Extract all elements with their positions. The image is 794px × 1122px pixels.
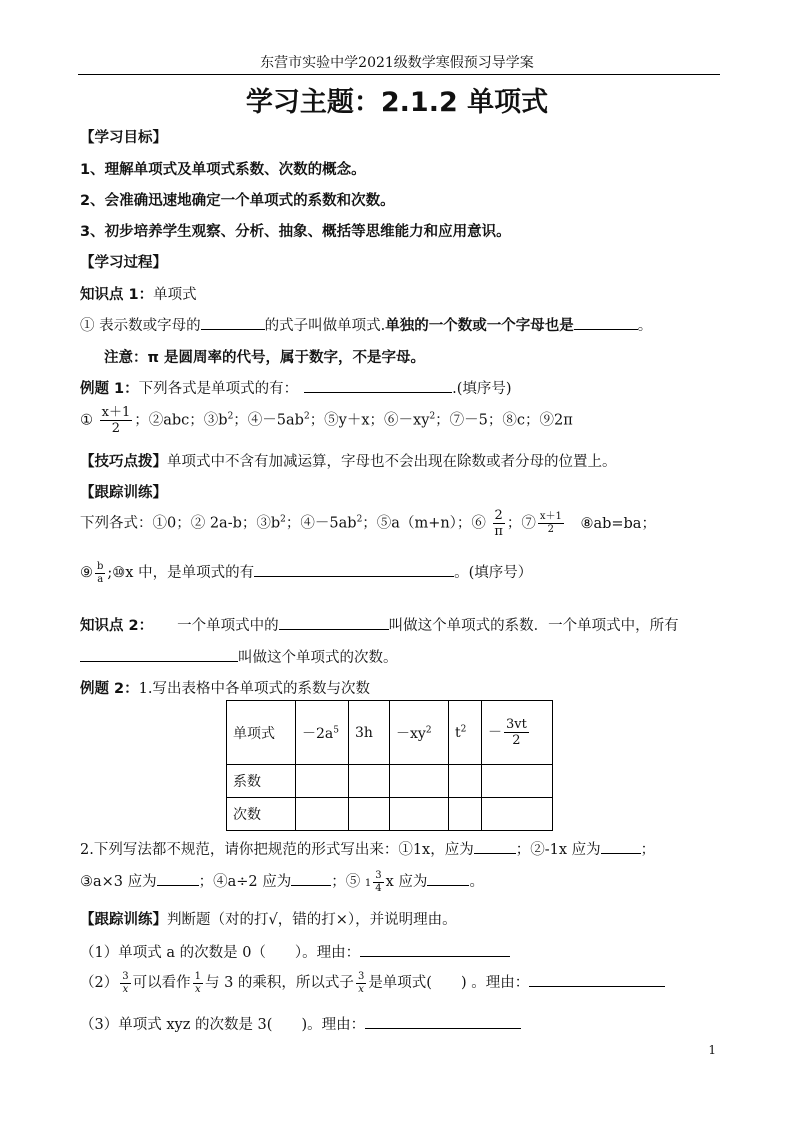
fraction xyxy=(373,871,383,894)
fraction-numerator: b xyxy=(97,560,104,572)
fraction-denominator: 2 xyxy=(547,524,555,535)
q2-text-a: 2.下列写法都不规范，请你把规范的形式写出来：①1x，应为 xyxy=(80,842,474,858)
example-1 xyxy=(80,377,512,398)
track1-text-h: 。(填序号） xyxy=(454,565,533,581)
blank-input[interactable] xyxy=(601,839,641,854)
kp1-label: 知识点 1： xyxy=(80,287,154,303)
table-cell xyxy=(482,701,553,765)
fraction-denominator: x xyxy=(358,983,364,995)
fraction-denominator: x xyxy=(122,983,129,995)
kp2-text-a: 一个单项式中的 xyxy=(177,618,279,634)
fraction-numerator: 3 xyxy=(375,869,382,881)
q2-text-g: x 应为 xyxy=(385,874,428,890)
table-cell: 次数 xyxy=(227,798,296,831)
kp1-note: 注意：π 是圆周率的代号，属于数字，不是字母。 xyxy=(104,350,426,366)
table-cell xyxy=(449,701,482,765)
judge-3 xyxy=(80,1013,521,1034)
judge-3-text: （3）单项式 xyz 的次数是 3( )。理由： xyxy=(80,1017,366,1033)
table-row xyxy=(227,765,553,798)
ex1-items-c: ；⑤y＋x；⑥－xy xyxy=(309,412,430,429)
track1-heading: 【跟踪训练】 xyxy=(80,485,167,501)
ex1-items-d: ；⑦－5；⑧c；⑨2π xyxy=(435,412,573,429)
fraction-denominator: 4 xyxy=(375,882,382,894)
judge-2-text-b: 可以看作 xyxy=(132,975,191,991)
fraction-denominator: 2 xyxy=(512,733,521,748)
answer-cell[interactable] xyxy=(449,765,482,798)
monomial-table xyxy=(226,700,553,831)
blank-input[interactable] xyxy=(529,972,665,987)
q2-text-e: ；④a÷2 应为 xyxy=(198,874,292,890)
answer-cell[interactable] xyxy=(390,765,449,798)
fraction-numerator: 3vt xyxy=(506,717,527,732)
ex2-label: 例题 2： xyxy=(80,681,139,697)
q2-text-f: ；⑤ xyxy=(331,874,361,890)
fraction xyxy=(504,718,529,747)
tip-text: 单项式中不含有加减运算，字母也不会出现在除数或者分母的位置上。 xyxy=(167,454,617,470)
exponent: 2 xyxy=(429,411,436,422)
exponent: 2 xyxy=(303,411,310,422)
blank-input[interactable] xyxy=(365,1014,521,1029)
ex1-text: 下列各式是单项式的有： xyxy=(138,381,299,397)
track1-line-2 xyxy=(80,561,532,585)
exponent: 2 xyxy=(356,514,363,525)
fraction-denominator: π xyxy=(494,524,503,539)
fraction xyxy=(493,509,505,538)
answer-cell[interactable] xyxy=(296,765,349,798)
kp2-text-c: 叫做这个单项式的次数。 xyxy=(238,650,398,666)
goal-item-3: 3、初步培养学生观察、分析、抽象、概括等思维能力和应用意识。 xyxy=(80,224,511,240)
tip xyxy=(80,450,617,471)
kp2-line-2 xyxy=(80,646,398,667)
process-heading: 【学习过程】 xyxy=(80,255,167,271)
track1-line-1 xyxy=(80,509,656,538)
exponent: 5 xyxy=(333,724,339,735)
judge-2-text-d: 是单项式( ) 。理由： xyxy=(368,975,530,991)
blank-input[interactable] xyxy=(291,871,331,886)
exponent: 2 xyxy=(280,514,286,525)
table-cell xyxy=(390,701,449,765)
answer-cell[interactable] xyxy=(449,798,482,831)
q2-text-b: ；②-1x 应为 xyxy=(515,842,601,858)
track2-text: 判断题（对的打√，错的打×），并说明理由。 xyxy=(167,912,457,928)
table-cell: 单项式 xyxy=(227,701,296,765)
judge-2-text-c: 与 3 的乘积，所以式子 xyxy=(204,975,354,991)
cell-text: t xyxy=(455,724,461,741)
page-number: 1 xyxy=(708,1043,716,1057)
track1-text-a: 下列各式：①0；② 2a-b；③b xyxy=(80,515,281,532)
fraction xyxy=(193,972,203,995)
blank-input[interactable] xyxy=(574,315,638,330)
answer-cell[interactable] xyxy=(482,798,553,831)
judge-2-text-a: （2） xyxy=(80,975,119,991)
ex2-text: 1.写出表格中各单项式的系数与次数 xyxy=(138,681,370,697)
fraction xyxy=(538,512,564,535)
blank-input[interactable] xyxy=(201,315,265,330)
track1-text-g: ;⑩x 中，是单项式的有 xyxy=(107,565,255,581)
cell-text: －2a xyxy=(302,725,334,742)
mixed-number-whole: 1 xyxy=(364,878,372,889)
answer-cell[interactable] xyxy=(349,765,390,798)
goal-item-1: 1、理解单项式及单项式系数、次数的概念。 xyxy=(80,162,366,178)
answer-cell[interactable] xyxy=(296,798,349,831)
judge-1 xyxy=(80,941,510,962)
kp1-def-text-b: 的式子叫做单项式. xyxy=(264,318,386,334)
ex1-items-b: ；④－5ab xyxy=(233,412,304,429)
blank-input[interactable] xyxy=(360,942,510,957)
answer-cell[interactable] xyxy=(349,798,390,831)
fraction xyxy=(120,972,130,995)
page-title: 学习主题：2.1.2 单项式 xyxy=(245,87,549,118)
track2 xyxy=(80,908,457,929)
fraction-numerator: 1 xyxy=(194,970,201,982)
kp2-text-b: 叫做这个单项式的系数．一个单项式中，所有 xyxy=(388,618,679,634)
track1-text-f: ⑨ xyxy=(80,565,93,581)
ex1-label: 例题 1： xyxy=(80,381,139,397)
fraction xyxy=(95,562,105,585)
ex1-mark-1: ① xyxy=(80,412,93,429)
kp1-def-text-c: 单独的一个数或一个字母也是 xyxy=(385,318,574,334)
fraction-numerator: 3 xyxy=(357,970,365,982)
fraction-numerator: x＋1 xyxy=(539,511,562,522)
track1-text-c: ；⑤a（m+n）；⑥ xyxy=(362,515,486,532)
kp1-name: 单项式 xyxy=(153,287,197,303)
ex1-items xyxy=(80,406,573,435)
judge-2 xyxy=(80,971,665,995)
ex1-items-a: ；②abc；③b xyxy=(134,412,228,429)
kp1-def-end: 。 xyxy=(637,318,653,334)
table-row xyxy=(227,701,553,765)
ex2-question-2 xyxy=(80,838,655,859)
tip-label: 【技巧点拨】 xyxy=(80,454,167,470)
header-divider xyxy=(78,74,720,75)
blank-input[interactable] xyxy=(80,647,238,662)
track2-heading: 【跟踪训练】 xyxy=(80,912,167,928)
fraction-numerator: 2 xyxy=(494,508,503,523)
exponent: 2 xyxy=(227,411,234,422)
cell-text: －xy xyxy=(396,725,426,742)
blank-input[interactable] xyxy=(279,615,389,630)
fraction xyxy=(100,406,133,435)
fraction-denominator: a xyxy=(97,573,104,585)
answer-cell[interactable] xyxy=(482,765,553,798)
track1-text-b: ；④－5ab xyxy=(285,515,357,532)
table-cell xyxy=(296,701,349,765)
q2-text-h: 。 xyxy=(469,874,484,890)
blank-input[interactable] xyxy=(254,562,454,577)
exponent: 2 xyxy=(460,723,467,734)
example-2 xyxy=(80,677,370,698)
track1-text-d: ；⑦ xyxy=(506,515,536,532)
kp1-def-text-a: ① 表示数或字母的 xyxy=(80,318,201,334)
judge-1-text: （1）单项式 a 的次数是 0（ ）。理由： xyxy=(80,945,361,961)
table-cell: 系数 xyxy=(227,765,296,798)
fraction-numerator: x＋1 xyxy=(101,405,131,420)
q2-text-c: ； xyxy=(640,842,656,858)
q2-text-d: ③a×3 应为 xyxy=(80,874,157,890)
table-row xyxy=(227,798,553,831)
track1-text-e: ⑧ab=ba； xyxy=(580,515,656,532)
answer-cell[interactable] xyxy=(390,798,449,831)
fraction-denominator: x xyxy=(194,983,201,995)
table-cell: 3h xyxy=(349,701,390,765)
blank-input[interactable] xyxy=(304,378,452,393)
exponent: 2 xyxy=(425,724,432,735)
blank-input[interactable] xyxy=(157,871,199,886)
goals-heading: 【学习目标】 xyxy=(80,130,167,146)
fraction-denominator: 2 xyxy=(111,421,121,436)
blank-input[interactable] xyxy=(427,871,469,886)
knowledge-point-2 xyxy=(80,614,679,635)
fraction xyxy=(356,972,366,995)
cell-text: － xyxy=(488,724,502,741)
fraction-numerator: 3 xyxy=(122,970,129,982)
knowledge-point-1 xyxy=(80,283,197,304)
kp2-label: 知识点 2： xyxy=(80,618,154,634)
goal-item-2: 2、会准确迅速地确定一个单项式的系数和次数。 xyxy=(80,193,395,209)
ex1-tail: .(填序号) xyxy=(452,381,512,397)
kp1-definition xyxy=(80,314,652,335)
page-header: 东营市实验中学2021级数学寒假预习导学案 xyxy=(260,55,534,71)
ex2-question-2-line-2 xyxy=(80,870,484,894)
blank-input[interactable] xyxy=(474,839,516,854)
